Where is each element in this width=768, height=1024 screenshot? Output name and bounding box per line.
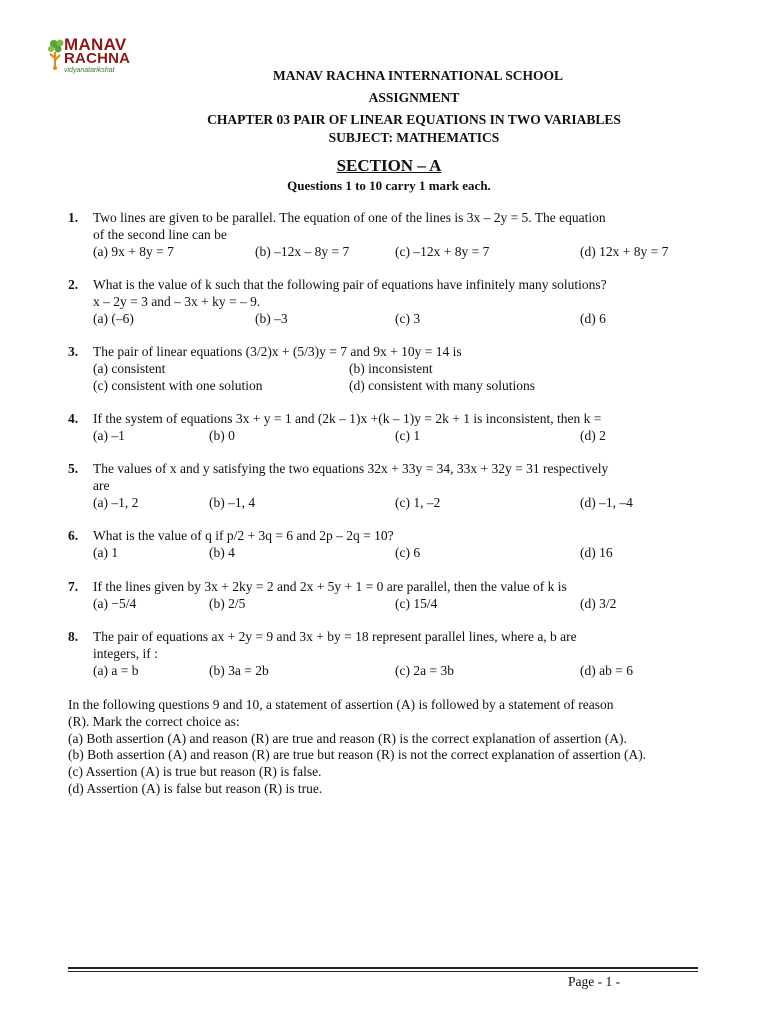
question-line: are [93,477,110,493]
option-b: (b) –1, 4 [209,494,256,510]
logo-line2: RACHNA [64,50,131,67]
question-line: The pair of equations ax + 2y = 9 and 3x + by = 18 represent parallel lines, where a, b are [93,629,577,644]
options-row [93,596,708,613]
question-line: integers, if : [93,645,158,661]
options-row [93,244,708,261]
option-b: (b) 3a = 2b [209,662,269,678]
assignment-heading: ASSIGNMENT [368,90,460,105]
option-c: (c) 15/4 [395,595,438,611]
question-number: 7. [68,579,79,594]
page-number: Page - 1 - [568,974,621,989]
option-a: (a) 1 [93,544,119,560]
instruction-line: (a) Both assertion (A) and reason (R) are true and reason (R) is the correct explanation of assertion (A). [68,730,627,746]
school-name: MANAV RACHNA INTERNATIONAL SCHOOL [273,68,563,83]
question-number: 2. [68,277,79,292]
question-line: If the lines given by 3x + 2ky = 2 and 2x + 5y + 1 = 0 are parallel, then the value of k is [93,579,567,594]
question-line: What is the value of q if p/2 + 3q = 6 and 2p – 2q = 10? [93,528,394,543]
option-d: (d) 6 [580,310,606,326]
option-a: (a) (–6) [93,310,134,326]
option-b: (b) 0 [209,427,235,443]
question-number: 6. [68,528,79,543]
option-d: (d) 2 [580,427,606,443]
options-row [93,428,708,445]
question-5 [68,461,708,512]
instruction-line: (d) Assertion (A) is false but reason (R) is true. [68,780,323,796]
option-a: (a) 9x + 8y = 7 [93,243,174,259]
footer-rule-thin [68,971,698,972]
logo-line1: MANAV [64,35,127,54]
question-line: Two lines are given to be parallel. The equation of one of the lines is 3x – 2y = 5. The equation [93,210,606,225]
option-c: (c) 2a = 3b [395,662,454,678]
option-c: (c) 1, –2 [395,494,441,510]
question-line: x – 2y = 3 and – 3x + ky = – 9. [93,293,261,309]
option-a: (a) −5/4 [93,595,137,611]
question-number: 3. [68,344,79,359]
option-d: (d) consistent with many solutions [349,377,535,393]
question-8 [68,629,708,680]
option-c: (c) consistent with one solution [93,377,263,393]
question-line: The pair of linear equations (3/2)x + (5/3)y = 7 and 9x + 10y = 14 is [93,344,462,359]
options-row [93,378,708,395]
options-row [93,545,708,562]
footer-rule [68,967,698,969]
option-c: (c) 6 [395,544,421,560]
option-d: (d) 3/2 [580,595,617,611]
assertion-reason-instructions [68,697,748,798]
option-d: (d) –1, –4 [580,494,633,510]
question-3 [68,344,708,395]
instruction-line: (c) Assertion (A) is true but reason (R) is false. [68,764,322,780]
question-number: 8. [68,629,79,644]
option-b: (b) –12x – 8y = 7 [255,243,350,259]
option-b: (b) –3 [255,310,288,326]
option-b: (b) inconsistent [349,360,433,376]
option-a: (a) –1 [93,427,125,443]
option-a: (a) consistent [93,360,166,376]
section-title: SECTION – A [336,156,442,175]
question-2 [68,277,708,328]
question-number: 4. [68,411,79,426]
options-row [93,311,708,328]
question-line: of the second line can be [93,226,227,242]
subject-heading: SUBJECT: MATHEMATICS [328,130,500,145]
question-number: 1. [68,210,79,225]
option-d: (d) 12x + 8y = 7 [580,243,669,259]
chapter-heading: CHAPTER 03 PAIR OF LINEAR EQUATIONS IN TWO VARIABLES [207,112,621,127]
question-line: If the system of equations 3x + y = 1 and (2k – 1)x +(k – 1)y = 2k + 1 is inconsistent, then k = [93,411,602,426]
question-number: 5. [68,461,79,476]
question-4 [68,411,708,445]
question-line: What is the value of k such that the following pair of equations have infinitely many solutions? [93,277,607,292]
option-c: (c) –12x + 8y = 7 [395,243,490,259]
logo-tagline: vidyanatarikshat [64,67,115,74]
question-1 [68,210,708,261]
section-subtitle: Questions 1 to 10 carry 1 mark each. [287,178,491,193]
instruction-line: (R). Mark the correct choice as: [68,713,240,729]
instruction-line: (b) Both assertion (A) and reason (R) are true but reason (R) is not the correct explanation of assertion (A). [68,747,647,763]
option-a: (a) –1, 2 [93,494,139,510]
option-b: (b) 2/5 [209,595,246,611]
option-c: (c) 1 [395,427,421,443]
option-c: (c) 3 [395,310,421,326]
instruction-line: In the following questions 9 and 10, a statement of assertion (A) is followed by a statement of reason [68,697,614,712]
option-d: (d) 16 [580,544,613,560]
options-row [93,663,708,680]
option-b: (b) 4 [209,544,235,560]
options-row [93,495,708,512]
question-line: The values of x and y satisfying the two equations 32x + 33y = 34, 33x + 32y = 31 respectively [93,461,609,476]
question-7 [68,579,708,613]
option-a: (a) a = b [93,662,139,678]
option-d: (d) ab = 6 [580,662,633,678]
options-row [93,361,708,378]
question-6 [68,528,708,562]
